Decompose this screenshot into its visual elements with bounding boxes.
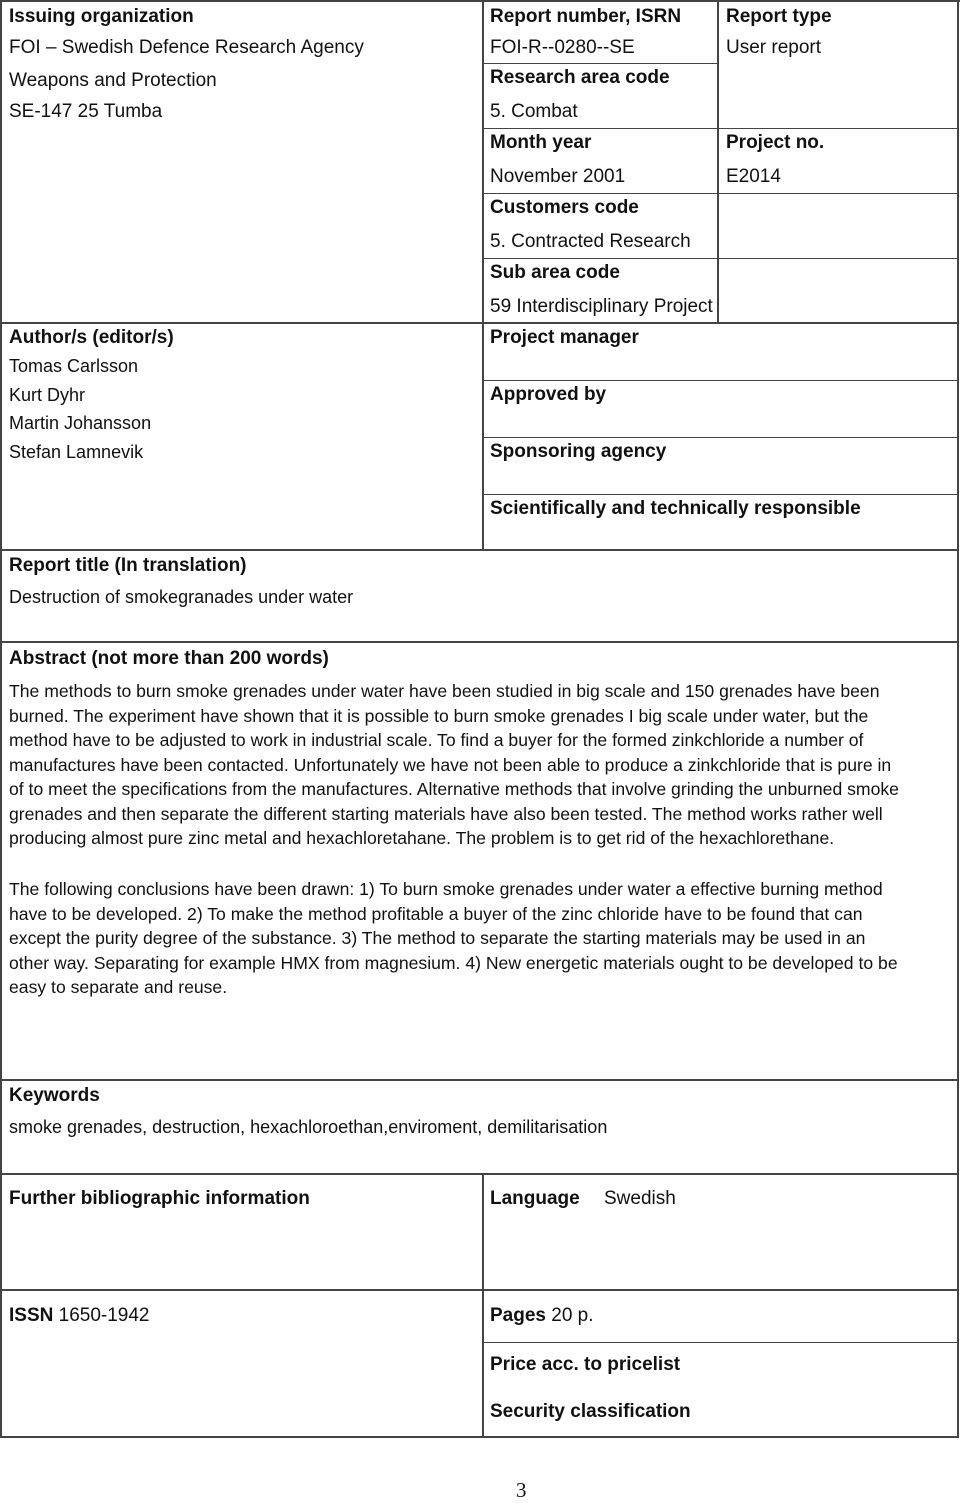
- rule-under-sponsoring: [482, 494, 959, 495]
- rule-outer-right: [957, 0, 959, 1438]
- author-name: Tomas Carlsson: [9, 356, 139, 376]
- rule-under-research-area: [482, 128, 959, 129]
- project-no-value: E2014: [726, 166, 781, 187]
- sci-responsible-label: Scientifically and technically responsible: [490, 498, 861, 519]
- month-year-value: November 2001: [490, 166, 626, 187]
- abstract-line: burned. The experiment have shown that it is possible to burn smoke grenades I big scale under water, but the: [9, 705, 869, 726]
- abstract-paragraph-2: [9, 877, 955, 1000]
- report-number-label: Report number, ISRN: [490, 6, 682, 27]
- pages-field: [490, 1305, 594, 1327]
- research-area-value: 5. Combat: [490, 101, 578, 122]
- issn-value: 1650-1942: [58, 1305, 150, 1326]
- report-number-value: FOI-R--0280--SE: [490, 37, 635, 58]
- project-no-label: Project no.: [726, 132, 825, 153]
- rule-under-report-number: [482, 63, 719, 64]
- rule-col-split-bottom: [482, 1173, 484, 1438]
- abstract-line: of to meet the specifications from the manufactures. Alternative methods that involve grinding the unburned smoke: [9, 779, 899, 799]
- issuing-line: Weapons and Protection: [9, 70, 217, 91]
- keywords-label: Keywords: [9, 1085, 100, 1106]
- rule-under-issuing: [0, 322, 959, 324]
- month-year-label: Month year: [490, 132, 592, 153]
- rule-under-top-block: [0, 549, 959, 551]
- abstract-line: producing almost pure zinc metal and hexachloretahane. The problem is to get rid of the hexachlorethane.: [9, 828, 835, 848]
- sponsoring-agency-label: Sponsoring agency: [490, 441, 667, 462]
- abstract-line: grenades and then separate the different starting materials have also been tested. The method works rather well: [9, 803, 883, 824]
- research-area-label: Research area code: [490, 67, 670, 88]
- language-value: Swedish: [604, 1188, 676, 1209]
- issn-field: [9, 1305, 150, 1327]
- rule-under-title: [0, 641, 959, 643]
- abstract-line: other way. Separating for example HMX from magnesium. 4) New energetic materials ought to be developed to be: [9, 952, 898, 973]
- rule-col-split-report-type: [717, 0, 719, 324]
- abstract-label: Abstract (not more than 200 words): [9, 648, 329, 669]
- sub-area-label: Sub area code: [490, 262, 620, 283]
- security-label: Security classification: [490, 1401, 691, 1422]
- abstract-line: have to be developed. 2) To make the method profitable a buyer of the zinc chloride have to be found that can: [9, 903, 863, 924]
- rule-col-split-top: [482, 0, 484, 550]
- report-type-value: User report: [726, 37, 822, 58]
- abstract-line: except the purity degree of the substance. 3) The method to separate the starting materials may be used in an: [9, 928, 866, 948]
- issuing-line: SE-147 25 Tumba: [9, 101, 163, 122]
- pages-value: 20 p.: [551, 1305, 594, 1326]
- issuing-line: FOI – Swedish Defence Research Agency: [9, 37, 364, 58]
- sub-area-value: 59 Interdisciplinary Project: [490, 296, 713, 317]
- project-manager-label: Project manager: [490, 327, 639, 348]
- report-title-value: Destruction of smokegranades under water: [9, 587, 354, 607]
- rule-under-month-year: [482, 193, 959, 194]
- abstract-line: easy to separate and reuse.: [9, 977, 228, 997]
- author-name: Kurt Dyhr: [9, 385, 86, 405]
- price-label: Price acc. to pricelist: [490, 1354, 681, 1375]
- abstract-paragraph-1: [9, 679, 955, 851]
- abstract-line: The following conclusions have been drawn: 1) To burn smoke grenades under water a effective burning method: [9, 879, 883, 899]
- rule-under-customers-code: [482, 258, 959, 259]
- rule-under-approved-by: [482, 437, 959, 438]
- keywords-value: smoke grenades, destruction, hexachloroethan,enviroment, demilitarisation: [9, 1117, 608, 1137]
- further-bib-label: Further bibliographic information: [9, 1188, 310, 1209]
- rule-outer-bottom: [0, 1436, 959, 1438]
- language-label: Language: [490, 1188, 580, 1209]
- rule-under-further: [0, 1289, 959, 1291]
- customers-code-label: Customers code: [490, 197, 639, 218]
- issn-label: ISSN: [9, 1305, 54, 1326]
- author-name: Stefan Lamnevik: [9, 442, 144, 462]
- rule-under-project-manager: [482, 380, 959, 381]
- abstract-line: The methods to burn smoke grenades under water have been studied in big scale and 150 grenades have been: [9, 681, 880, 701]
- customers-code-value: 5. Contracted Research: [490, 231, 691, 252]
- report-title-label: Report title (In translation): [9, 555, 247, 576]
- issuing-label: Issuing organization: [9, 6, 194, 27]
- approved-by-label: Approved by: [490, 384, 607, 405]
- author-name: Martin Johansson: [9, 413, 152, 433]
- report-type-label: Report type: [726, 6, 832, 27]
- rule-outer-left: [0, 0, 2, 1438]
- abstract-line: manufactures have been contacted. Unfortunately we have not been able to produce a zinkchloride that is pure in: [9, 754, 892, 775]
- rule-under-abstract: [0, 1079, 959, 1081]
- abstract-line: method have to be adjusted to work in industrial scale. To find a buyer for the formed zinkchloride a number of: [9, 730, 864, 750]
- rule-under-keywords: [0, 1173, 959, 1175]
- rule-outer-top: [0, 0, 960, 2]
- pages-label: Pages: [490, 1305, 546, 1326]
- rule-under-issn: [482, 1342, 959, 1343]
- authors-label: Author/s (editor/s): [9, 327, 174, 348]
- page-number: 3: [516, 1478, 527, 1502]
